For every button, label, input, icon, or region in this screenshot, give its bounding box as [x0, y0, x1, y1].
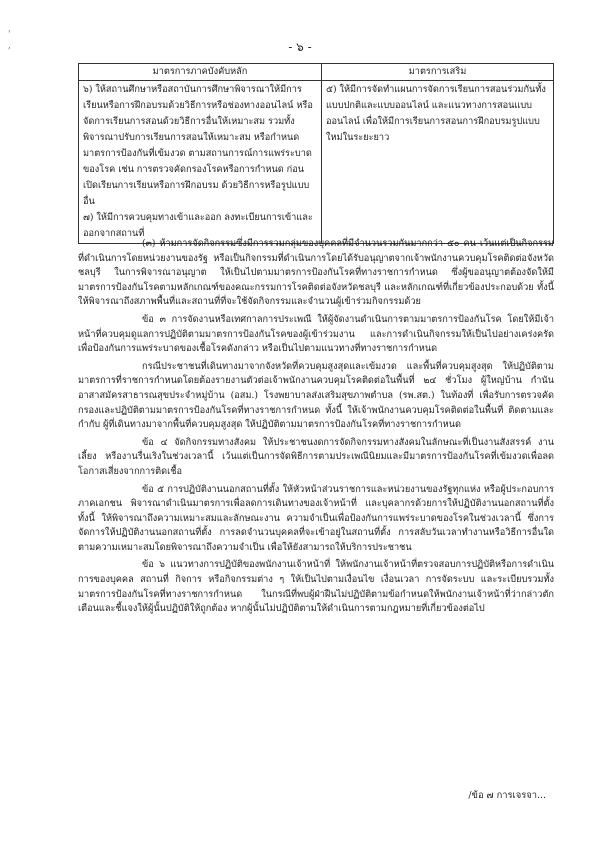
- table-header-main: มาตรการภาคบังคับหลัก: [79, 64, 322, 81]
- table-header-extra: มาตรการเสริม: [322, 64, 554, 81]
- measures-table: [78, 63, 554, 244]
- main-measure-item: ๗) ให้มีการควบคุมทางเข้าและออก ลงทะเบียนการเข้าและออกจากสถานที่: [83, 212, 313, 239]
- margin-mark: ': [8, 30, 11, 40]
- page-number: - ๖ -: [288, 40, 312, 54]
- continuation-note: /ข้อ ๗ การเจรจา...: [468, 790, 546, 801]
- table-body-row: [79, 81, 554, 244]
- table-cell-main: [79, 81, 322, 244]
- paragraph: ข้อ ๖ แนวทางการปฏิบัติของพนักงานเจ้าหน้าที่ ให้พนักงานเจ้าหน้าที่ตรวจสอบการปฏิบัติหรือการดำเนินการของบุคคล สถานที่ กิจการ หรือกิจกรรมต่าง ๆ ให้เป็นไปตามเงื่อนไข เงื่อนเวลา การจัดระบบ และระเบียบรวมทั้งมาตรการป้องกันโรคที่ทางราชการกำหนด ในกรณีที่พบผู้ฝ่าฝืนไม่ปฏิบัติตามข้อกำหนดให้พนักงานเจ้าหน้าที่ว่ากล่าวตักเตือนและชี้แจงให้ผู้นั้นปฏิบัติให้ถูกต้อง หากผู้นั้นไม่ปฏิบัติตามให้ดำเนินการตามกฎหมายที่เกี่ยวข้องต่อไป: [78, 559, 554, 615]
- paragraph: (๓) ห้ามการจัดกิจกรรมซึ่งมีการรวมกลุ่มของบุคคลที่มีจำนวนรวมกันมากกว่า ๕๐ คน เว้นแต่เป็นกิจกรรมที่ดำเนินการโดยหน่วยงานของรัฐ หรือเป็นกิจกรรมที่ดำเนินการโดยได้รับอนุญาตจากเจ้าพนักงานควบคุมโรคติดต่อจังหวัดชลบุรี ในการพิจารณาอนุญาต ให้เป็นไปตามมาตรการป้องกันโรคที่ทางราชการกำหนด ซึ่งผู้ขออนุญาตต้องจัดให้มีมาตรการป้องกันโรคตามหลักเกณฑ์ของคณะกรรมการโรคติดต่อจังหวัดชลบุรี และหลักเกณฑ์ที่เกี่ยวข้องประกอบด้วย ทั้งนี้ ให้พิจารณาถึงสภาพพื้นที่และสถานที่ที่จะใช้จัดกิจกรรมและจำนวนผู้เข้าร่วมกิจกรรมด้วย: [78, 238, 554, 308]
- paragraph: ข้อ ๕ การปฏิบัติงานนอกสถานที่ตั้ง ให้หัวหน้าส่วนราชการและหน่วยงานของรัฐทุกแห่ง หรือผู้ประกอบการภาคเอกชน พิจารณาดำเนินมาตรการเพื่อลดการเดินทางของเจ้าหน้าที่ และบุคลากรด้วยการให้ปฏิบัติงานนอกสถานที่ตั้ง ทั้งนี้ ให้พิจารณาถึงความเหมาะสมและลักษณะงาน ความจำเป็นเพื่อป้องกันการแพร่ระบาดของโรคในช่วงเวลานี้ ซึ่งการจัดการให้ปฏิบัติงานนอกสถานที่ตั้ง การลดจำนวนบุคคลที่จะเข้าอยู่ในสถานที่ตั้ง การสลับวันเวลาทำงานหรือวิธีการอื่นใดตามความเหมาะสมโดยพิจารณาถึงความจำเป็น เพื่อให้ยังสามารถให้บริการประชาชน: [78, 483, 554, 553]
- extra-measure-item: ๕) ให้มีการจัดทำแผนการจัดการเรียนการสอนร่วมกันทั้งแบบปกติและแบบออนไลน์ และแนวทางการสอนแบบออนไลน์ เพื่อให้มีการเรียนการสอนการฝึกอบรมรูปแบบใหม่ในระยะยาว: [326, 84, 546, 143]
- paragraph: กรณีประชาชนที่เดินทางมาจากจังหวัดที่ควบคุมสูงสุดและเข้มงวด และพื้นที่ควบคุมสูงสุด ให้ปฏิบัติตามมาตรการที่ราชการกำหนดโดยต้องรายงานตัวต่อเจ้าพนักงานควบคุมโรคติดต่อในพื้นที่ ๒๔ ชั่วโมง ผู้ใหญ่บ้าน กำนัน อาสาสมัครสาธารณสุขประจำหมู่บ้าน (อสม.) โรงพยาบาลส่งเสริมสุขภาพตำบล (รพ.สต.) ในท้องที่ เพื่อรับการตรวจคัดกรองและปฏิบัติตามมาตรการป้องกันโรคที่ทางราชการกำหนด ทั้งนี้ ให้เจ้าพนักงานควบคุมโรคติดต่อในพื้นที่ ติดตามและกำกับ ผู้ที่เดินทางมาจากพื้นที่ควบคุมสูงสุด ให้ปฏิบัติตามมาตรการป้องกันโรคที่ทางราชการกำหนด: [78, 360, 554, 431]
- paragraph: ข้อ ๓ การจัดงานหรือเทศกาลการประเพณี ให้ผู้จัดงานดำเนินการตามมาตรการป้องกันโรค โดยให้มีเจ้าหน้าที่ควบคุมดูแลการปฏิบัติตามมาตรการป้องกันโรคของผู้เข้าร่วมงาน และการดำเนินกิจกรรมให้เป็นไปอย่างเคร่งครัด เพื่อป้องกันการแพร่ระบาดของเชื้อโรคดังกล่าว หรือเป็นไปตามแนวทางที่ทางราชการกำหนด: [78, 313, 554, 355]
- paragraph: ข้อ ๔ จัดกิจกรรมทางสังคม ให้ประชาชนงดการจัดกิจกรรมทางสังคมในลักษณะที่เป็นงานสังสรรค์ งานเลี้ยง หรืองานรื่นเริงในช่วงเวลานี้ เว้นแต่เป็นการจัดพิธีการตามประเพณีนิยมและมีมาตรการป้องกันโรคที่เข้มงวดเพื่อลดโอกาสเสี่ยงจากการติดเชื้อ: [78, 436, 554, 477]
- margin-mark: ,: [8, 41, 11, 51]
- main-measure-item: ๖) ให้สถานศึกษาหรือสถาบันการศึกษาพิจารณาให้มีการเรียนหรือการฝึกอบรมด้วยวิธีการหรือช่องทางออนไลน์ หรือจัดการเรียนการสอนด้วยวิธีการอื่นให้เหมาะสม รวมทั้งพิจารณาปรับการเรียนการสอนให้เหมาะสม หรือกำหนดมาตรการป้องกันที่เข้มงวด ตามสถานการณ์การแพร่ระบาดของโรค เช่น การตรวจคัดกรองโรคหรือการกำหนด ก่อนเปิดเรียนการเรียนหรือการฝึกอบรม ด้วยวิธีการหรือรูปแบบอื่น: [83, 84, 313, 207]
- document-body: [78, 237, 554, 617]
- table-header-row: [79, 64, 554, 81]
- table-cell-extra: [322, 81, 554, 244]
